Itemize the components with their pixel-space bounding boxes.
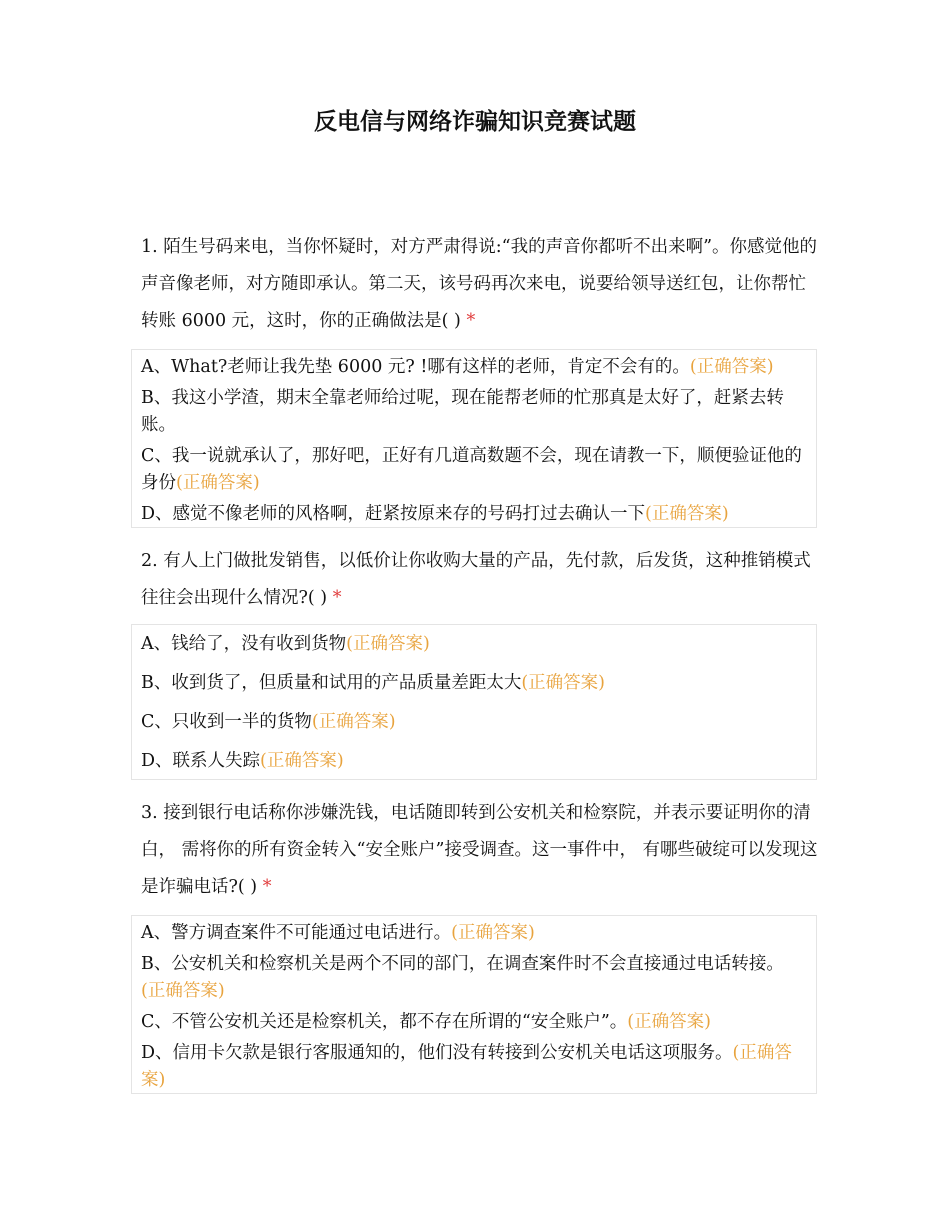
correct-answer-tag: (正确答案) (521, 673, 606, 693)
correct-answer-tag: (正确答案) (260, 751, 344, 771)
option-text: C、我一说就承认了，那好吧，正好有几道高数题不会，现在请教一下，顺便验证他的身份 (141, 446, 802, 493)
option-text: A、钱给了，没有收到货物 (141, 634, 347, 654)
option-c[interactable] (141, 443, 808, 497)
option-text: A、警方调查案件不可能通过电话进行。 (141, 923, 452, 943)
option-c[interactable] (141, 703, 808, 742)
option-text: C、只收到一半的货物 (141, 712, 312, 732)
correct-answer-tag: (正确答案) (311, 712, 396, 732)
required-mark: * (332, 588, 342, 608)
option-text: B、公安机关和检察机关是两个不同的部门，在调查案件时不会直接通过电话转接。 (141, 954, 784, 974)
option-text: B、收到货了，但质量和试用的产品质量差距太大 (141, 673, 522, 693)
option-d[interactable] (141, 1040, 808, 1094)
question-1-stem (141, 229, 821, 340)
option-text: D、信用卡欠款是银行客服通知的，他们没有转接到公安机关电话这项服务。 (141, 1043, 733, 1063)
correct-answer-tag: (正确答案) (645, 504, 729, 524)
option-d[interactable] (141, 742, 808, 781)
question-text: 2. 有人上门做批发销售，以低价让你收购大量的产品，先付款，后发货，这种推销模式往往会出现什么情况?( ) (141, 551, 811, 608)
option-a[interactable] (141, 920, 808, 947)
option-d[interactable] (141, 501, 808, 528)
question-3-options (131, 915, 817, 1094)
page-title: 反电信与网络诈骗知识竞赛试题 (314, 109, 636, 135)
question-text: 1. 陌生号码来电，当你怀疑时，对方严肃得说:“我的声音你都听不出来啊”。你感觉他的声音像老师，对方随即承认。第二天，该号码再次来电，说要给领导送红包，让你帮忙转账 6000 元，这时，你的正确做法是( ) (141, 237, 818, 331)
required-mark: * (466, 311, 476, 331)
option-a[interactable] (141, 354, 808, 381)
correct-answer-tag: (正确答案) (176, 473, 260, 493)
question-1-options (131, 349, 817, 528)
question-text: 3. 接到银行电话称你涉嫌洗钱，电话随即转到公安机关和检察院，并表示要证明你的清白， 需将你的所有资金转入“安全账户”接受调查。这一事件中， 有哪些破绽可以发现这是诈骗电话?( ) (141, 803, 818, 897)
required-mark: * (262, 877, 272, 897)
option-b[interactable] (141, 664, 808, 703)
option-text: D、感觉不像老师的风格啊，赶紧按原来存的号码打过去确认一下 (141, 504, 646, 524)
option-a[interactable] (141, 625, 808, 664)
correct-answer-tag: (正确答案) (627, 1012, 711, 1032)
correct-answer-tag: (正确答案) (141, 1043, 792, 1090)
correct-answer-tag: (正确答案) (451, 923, 535, 943)
option-c[interactable] (141, 1009, 808, 1036)
option-text: C、不管公安机关还是检察机关，都不存在所谓的“安全账户”。 (141, 1012, 628, 1032)
correct-answer-tag: (正确答案) (346, 634, 430, 654)
option-b[interactable] (141, 385, 808, 439)
option-text: B、我这小学渣，期末全靠老师给过呢，现在能帮老师的忙那真是太好了，赶紧去转账。 (141, 388, 784, 435)
correct-answer-tag: (正确答案) (141, 981, 225, 1001)
question-2-stem (141, 543, 821, 617)
question-2-options (131, 624, 817, 780)
option-b[interactable] (141, 951, 808, 1005)
correct-answer-tag: (正确答案) (689, 357, 774, 377)
option-text: A、What?老师让我先垫 6000 元? !哪有这样的老师，肯定不会有的。 (141, 357, 690, 377)
question-3-stem (141, 795, 821, 906)
option-text: D、联系人失踪 (141, 751, 261, 771)
